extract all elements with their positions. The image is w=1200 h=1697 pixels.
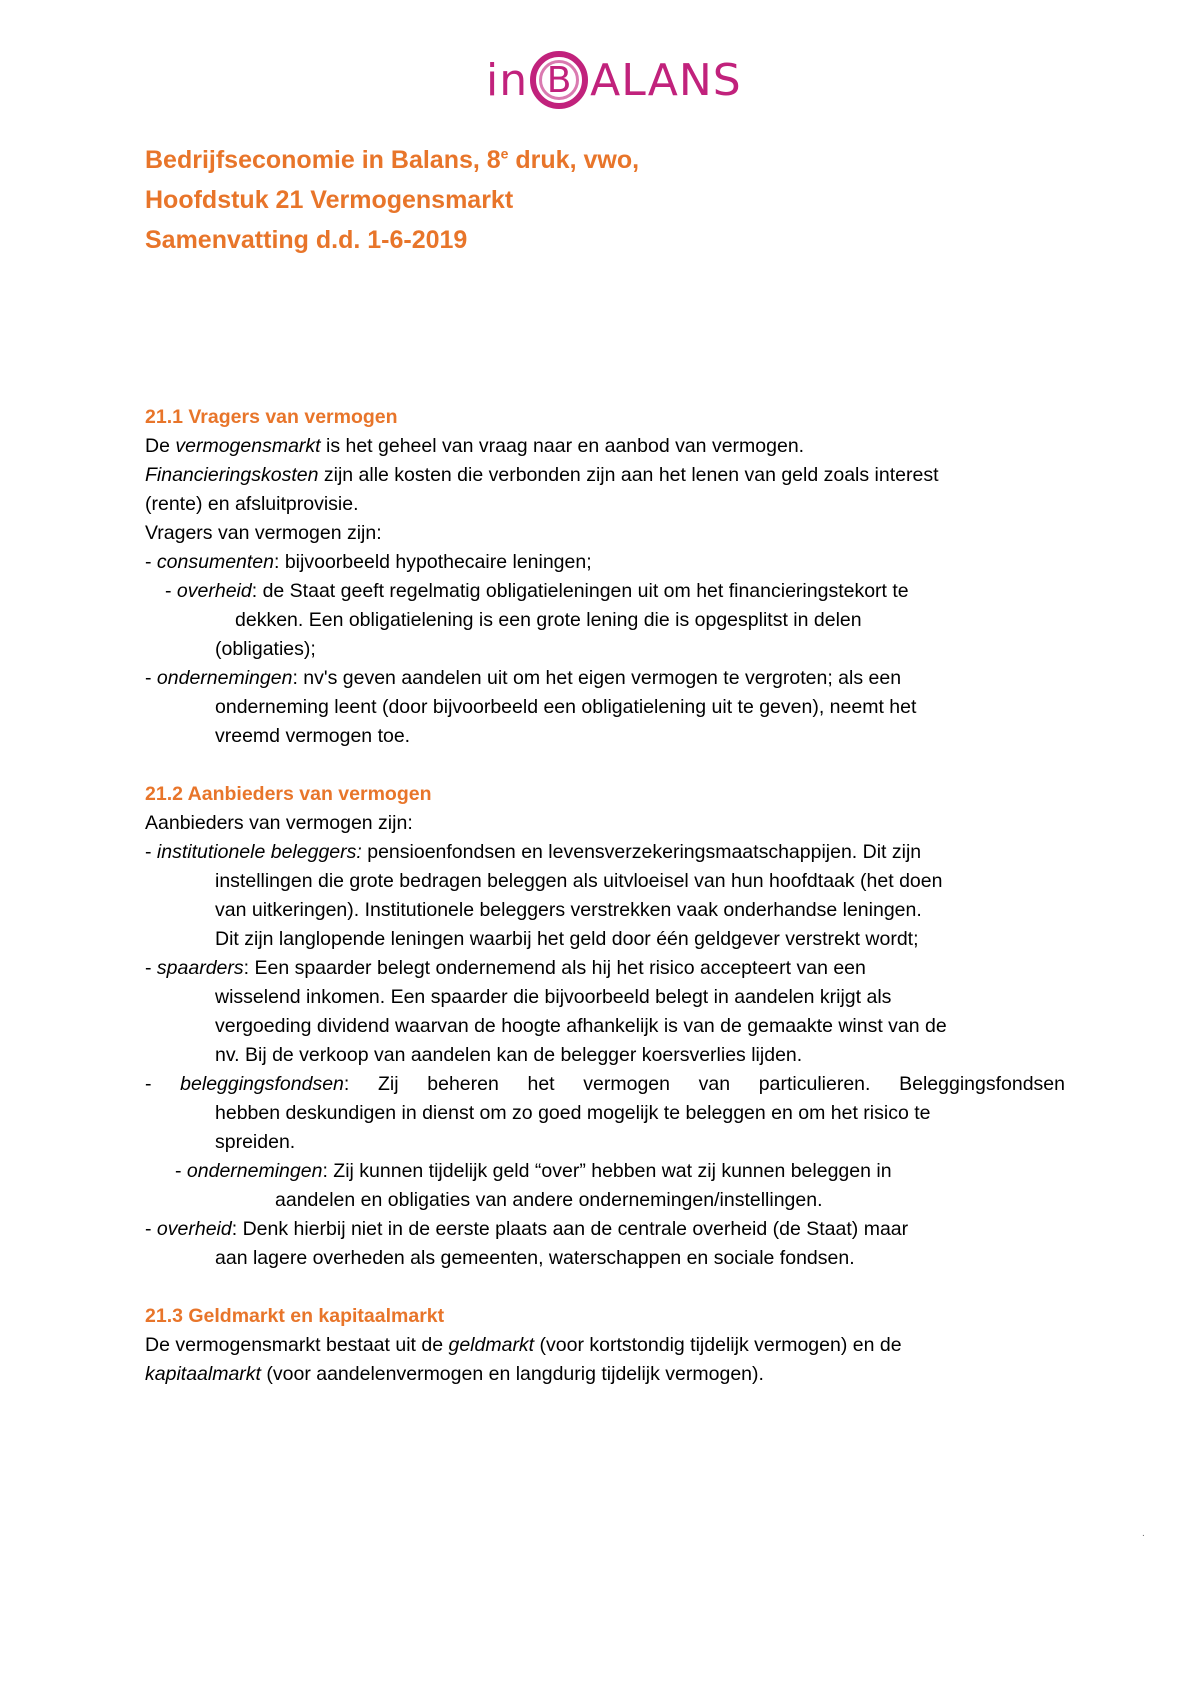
list-item-institutionele-beleggers: - institutionele beleggers: pensioenfondsen en levensverzekeringsmaatschappijen. Dit zijn [145,841,922,863]
list-item-overheid-aanbod: - overheid: Denk hierbij niet in de eerste plaats aan de centrale overheid (de Staat) maar [145,1218,909,1240]
paragraph-line: spreiden. [215,1131,296,1153]
logo-suffix: ALANS [590,54,742,106]
document-title [145,140,639,260]
footer-mark: . [1142,1528,1145,1539]
section-heading-21-1: 21.1 Vragers van vermogen [145,406,398,428]
paragraph-line: Vragers van vermogen zijn: [145,522,382,544]
paragraph-line: dekken. Een obligatielening is een grote lening die is opgesplitst in delen [235,609,862,631]
paragraph-line: (rente) en afsluitprovisie. [145,493,359,515]
list-item-spaarders: - spaarders: Een spaarder belegt ondernemend als hij het risico accepteert van een [145,957,866,979]
paragraph-line: onderneming leent (door bijvoorbeeld een obligatielening uit te geven), neemt het [215,696,917,718]
section-heading-21-2: 21.2 Aanbieders van vermogen [145,783,432,805]
list-item-ondernemingen-aanbod: - ondernemingen: Zij kunnen tijdelijk geld “over” hebben wat zij kunnen beleggen in [175,1160,892,1182]
paragraph-line: aandelen en obligaties van andere ondernemingen/instellingen. [275,1189,823,1211]
paragraph-line: hebben deskundigen in dienst om zo goed mogelijk te beleggen en om het risico te [215,1102,931,1124]
paragraph-line: (obligaties); [215,638,316,660]
paragraph-line: Dit zijn langlopende leningen waarbij het geld door één geldgever verstrekt wordt; [215,928,919,950]
paragraph-line: vreemd vermogen toe. [215,725,411,747]
paragraph-line: kapitaalmarkt (voor aandelenvermogen en langdurig tijdelijk vermogen). [145,1363,764,1385]
section-heading-21-3: 21.3 Geldmarkt en kapitaalmarkt [145,1305,445,1327]
paragraph-line: wisselend inkomen. Een spaarder die bijvoorbeeld belegt in aandelen krijgt als [215,986,892,1008]
paragraph-line: Financieringskosten zijn alle kosten die verbonden zijn aan het lenen van geld zoals interest [145,464,939,486]
list-item-beleggingsfondsen: - beleggingsfondsen: Zij beheren het vermogen van particulieren. Beleggingsfondsen [145,1073,1065,1095]
paragraph-line: van uitkeringen). Institutionele beleggers verstrekken vaak onderhandse leningen. [215,899,922,921]
paragraph-line: instellingen die grote bedragen beleggen als uitvloeisel van hun hoofdtaak (het doen [215,870,943,892]
title-line-3: Samenvatting d.d. 1-6-2019 [145,226,468,254]
title-line-2: Hoofdstuk 21 Vermogensmarkt [145,186,514,214]
paragraph-line: Aanbieders van vermogen zijn: [145,812,413,834]
paragraph-line: De vermogensmarkt bestaat uit de geldmarkt (voor kortstondig tijdelijk vermogen) en de [145,1334,902,1356]
logo-letter: B [546,59,572,101]
paragraph-line: De vermogensmarkt is het geheel van vraag naar en aanbod van vermogen. [145,435,805,457]
paragraph-line: aan lagere overheden als gemeenten, waterschappen en sociale fondsen. [215,1247,855,1269]
list-item-ondernemingen: - ondernemingen: nv's geven aandelen uit om het eigen vermogen te vergroten; als een [145,667,902,689]
logo-prefix: in [486,54,529,106]
spacer [145,1273,1065,1302]
inbalans-logo [486,40,746,120]
logo-b-circle-icon [530,51,588,109]
list-item-overheid: - overheid: de Staat geeft regelmatig obligatieleningen uit om het financieringstekort te [165,580,909,602]
paragraph-line: nv. Bij de verkoop van aandelen kan de belegger koersverlies lijden. [215,1044,803,1066]
document-body [145,403,1065,1389]
paragraph-line: vergoeding dividend waarvan de hoogte afhankelijk is van de gemaakte winst van de [215,1015,947,1037]
title-line-1: Bedrijfseconomie in Balans, 8e druk, vwo, [145,145,640,174]
spacer [145,751,1065,780]
list-item-consumenten: - consumenten: bijvoorbeeld hypothecaire leningen; [145,551,592,573]
